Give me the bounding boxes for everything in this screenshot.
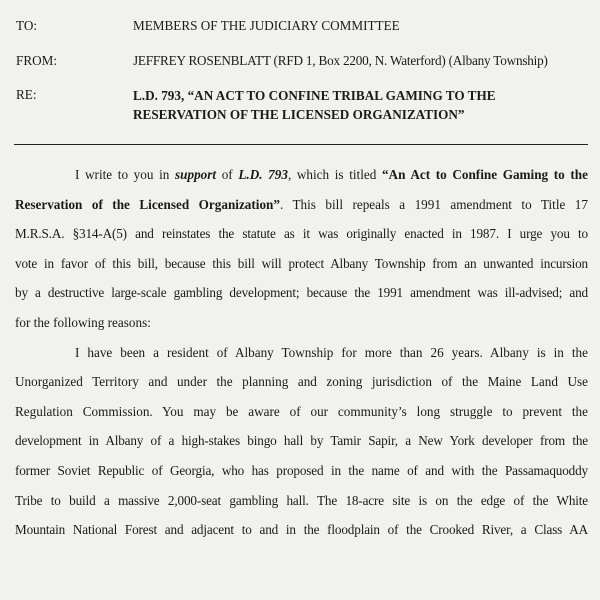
body-line: Tribe to build a massive 2,000-seat gambling hall. The 18-acre site is on the edge of the White — [15, 492, 588, 508]
text-run: , which is titled — [287, 167, 382, 182]
text-run: . This bill repeals a 1991 amendment to Title 17 — [279, 196, 588, 212]
body-line: I have been a resident of Albany Township for more than 26 years. Albany is in the — [75, 344, 588, 360]
body-line: M.R.S.A. §314-A(5) and reinstates the statute as it was originally enacted in 1987. I urge you to — [15, 226, 588, 242]
body-line: Unorganized Territory and under the planning and zoning jurisdiction of the Maine Land Use — [15, 374, 588, 390]
body-line: by a destructive large-scale gambling development; because the 1991 amendment was ill-advised; and — [15, 285, 588, 301]
from-label: FROM: — [16, 53, 58, 68]
bill-title: Reservation of the Licensed Organization” — [15, 196, 280, 212]
body-line: Mountain National Forest and adjacent to and in the floodplain of the Crooked River, a Class AA — [15, 522, 588, 538]
body-line: Regulation Commission. You may be aware of our community’s long struggle to prevent the — [15, 403, 588, 419]
body-line: vote in favor of this bill, because this bill will protect Albany Township from an unwanted incursion — [15, 255, 588, 271]
bill-reference: L.D. 793 — [238, 167, 288, 182]
body-line: development in Albany of a high-stakes bingo hall by Tamir Sapir, a New York developer from the — [15, 433, 588, 449]
body-line — [15, 196, 588, 226]
bill-title: “An Act to Confine Gaming to the — [381, 167, 588, 182]
re-subject-line-2: RESERVATION OF THE LICENSED ORGANIZATION” — [133, 107, 465, 122]
header-divider — [14, 144, 588, 145]
body-line — [15, 166, 588, 196]
body-line: for the following reasons: — [15, 314, 151, 330]
re-label: RE: — [16, 87, 37, 102]
body-line: former Soviet Republic of Georgia, who has proposed in the name of and with the Passamaquoddy — [15, 462, 588, 478]
text-run: of — [216, 167, 239, 182]
letter-body — [15, 166, 588, 551]
to-label: TO: — [16, 18, 38, 33]
support-emphasis: support — [175, 167, 217, 182]
re-subject-line-1: L.D. 793, “AN ACT TO CONFINE TRIBAL GAMING TO THE — [133, 88, 496, 103]
from-value: JEFFREY ROSENBLATT (RFD 1, Box 2200, N. Waterford) (Albany Township) — [133, 53, 548, 68]
text-run: I write to you in — [75, 167, 176, 182]
re-subject — [133, 86, 588, 124]
to-value: MEMBERS OF THE JUDICIARY COMMITTEE — [133, 18, 400, 33]
